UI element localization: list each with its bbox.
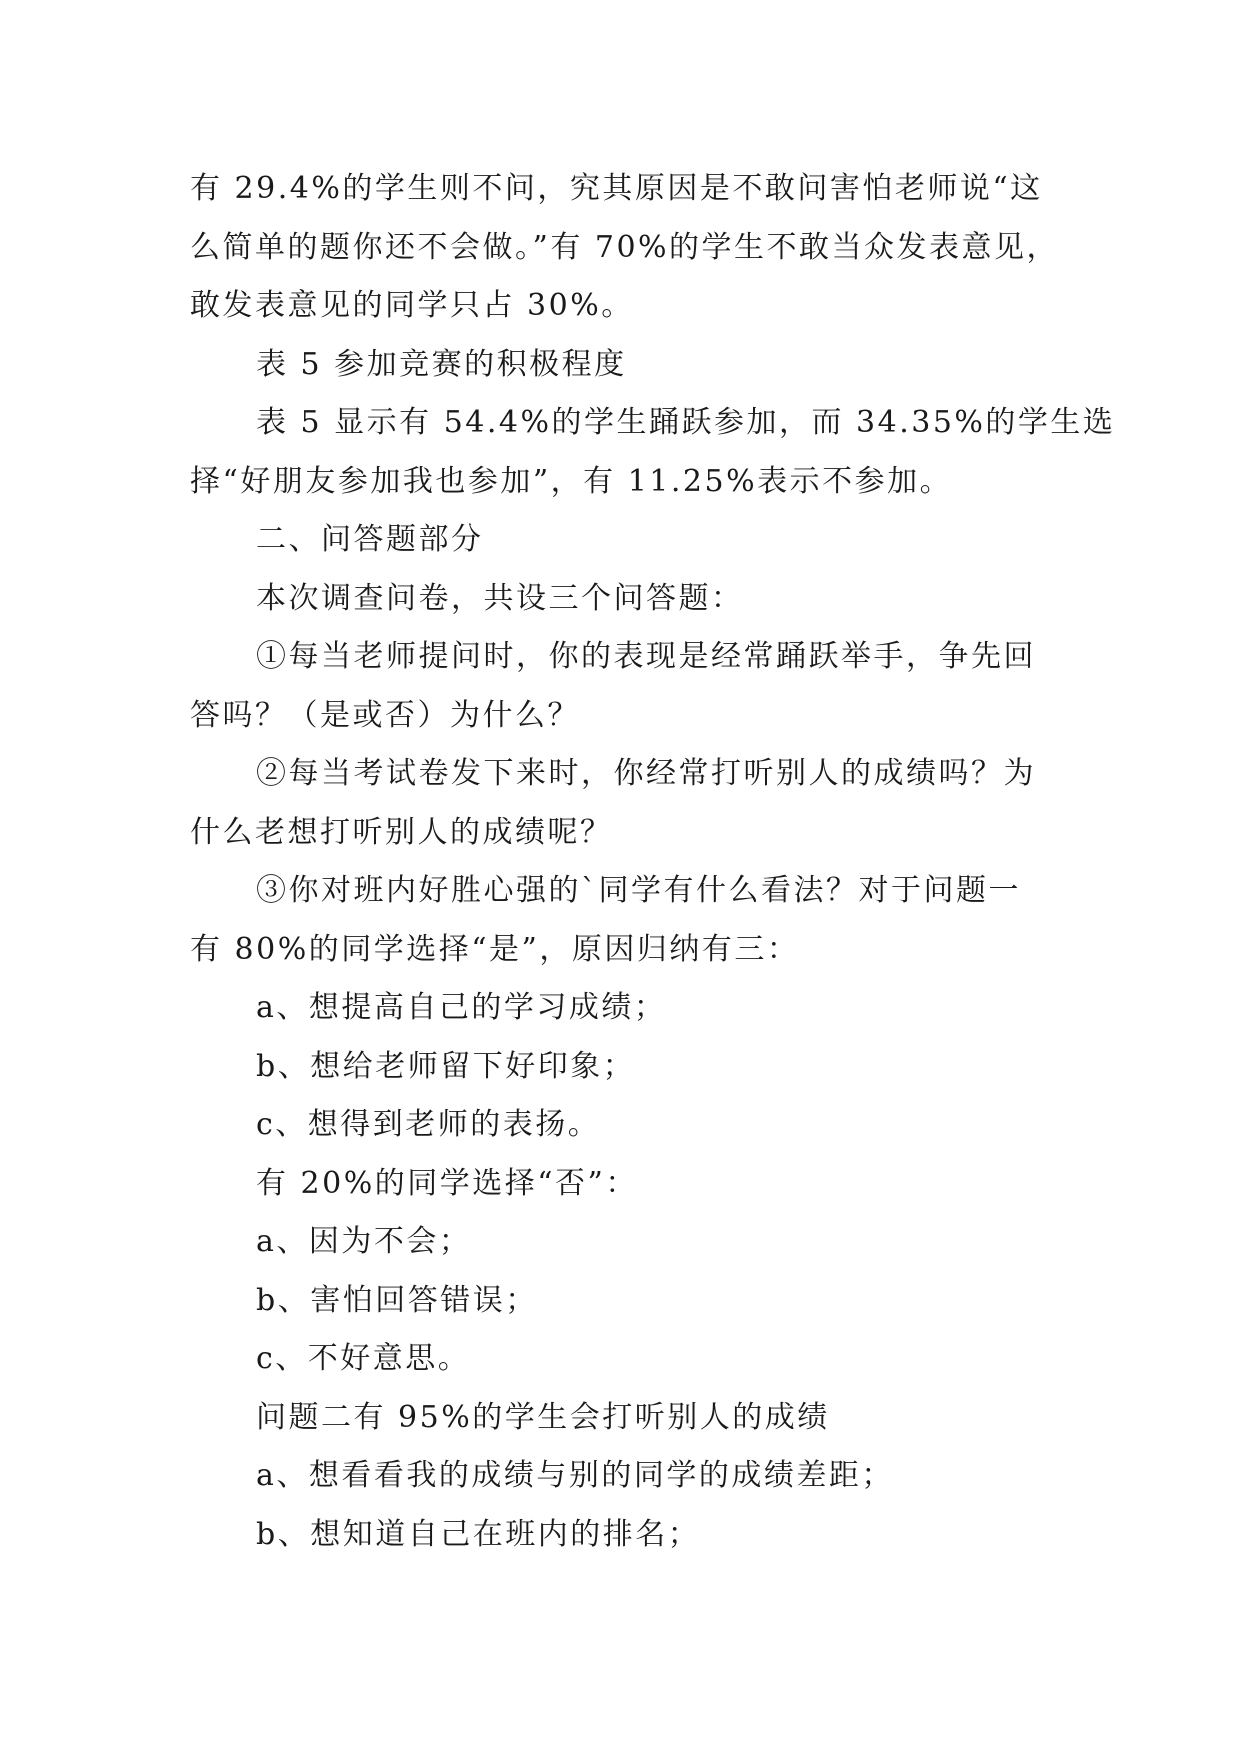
list-item: a、想提高自己的学习成绩； <box>256 990 667 1025</box>
text-line: 答吗？（是或否）为什么？ <box>190 697 580 733</box>
list-item: a、想看看我的成绩与别的同学的成绩差距； <box>256 1458 894 1493</box>
list-item: b、想知道自己在班内的排名； <box>256 1516 701 1552</box>
table-caption: 表 5 参加竞赛的积极程度 <box>256 346 627 382</box>
list-item: b、想给老师留下好印象； <box>256 1048 636 1084</box>
text-line: 表 5 显示有 54.4%的学生踊跃参加，而 34.35%的学生选 <box>256 405 1116 440</box>
list-item: b、害怕回答错误； <box>256 1282 538 1318</box>
list-item: c、想得到老师的表扬。 <box>256 1107 601 1142</box>
question-item: ③你对班内好胜心强的`同学有什么看法？对于问题一 <box>256 873 1021 908</box>
list-item: c、不好意思。 <box>256 1341 471 1376</box>
section-heading: 二、问答题部分 <box>256 522 484 557</box>
question-item: ①每当老师提问时，你的表现是经常踊跃举手，争先回 <box>256 639 1036 674</box>
text-line: 么简单的题你还不会做。”有 70%的学生不敢当众发表意见， <box>190 229 1060 265</box>
text-line: 择“好朋友参加我也参加”，有 11.25%表示不参加。 <box>190 463 953 499</box>
text-line: 敢发表意见的同学只占 30%。 <box>190 288 634 323</box>
document-body <box>190 160 1116 1564</box>
text-line: 有 29.4%的学生则不问，究其原因是不敢问害怕老师说“这 <box>190 171 1043 206</box>
text-line: 有 80%的同学选择“是”，原因归纳有三： <box>190 931 800 967</box>
text-line: 有 20%的同学选择“否”： <box>256 1165 638 1201</box>
question-item: ②每当考试卷发下来时，你经常打听别人的成绩吗？为 <box>256 756 1036 791</box>
list-item: a、因为不会； <box>256 1224 472 1259</box>
text-line: 本次调查问卷，共设三个问答题： <box>256 580 744 616</box>
text-line: 什么老想打听别人的成绩呢？ <box>190 814 613 850</box>
text-line: 问题二有 95%的学生会打听别人的成绩 <box>256 1399 830 1435</box>
